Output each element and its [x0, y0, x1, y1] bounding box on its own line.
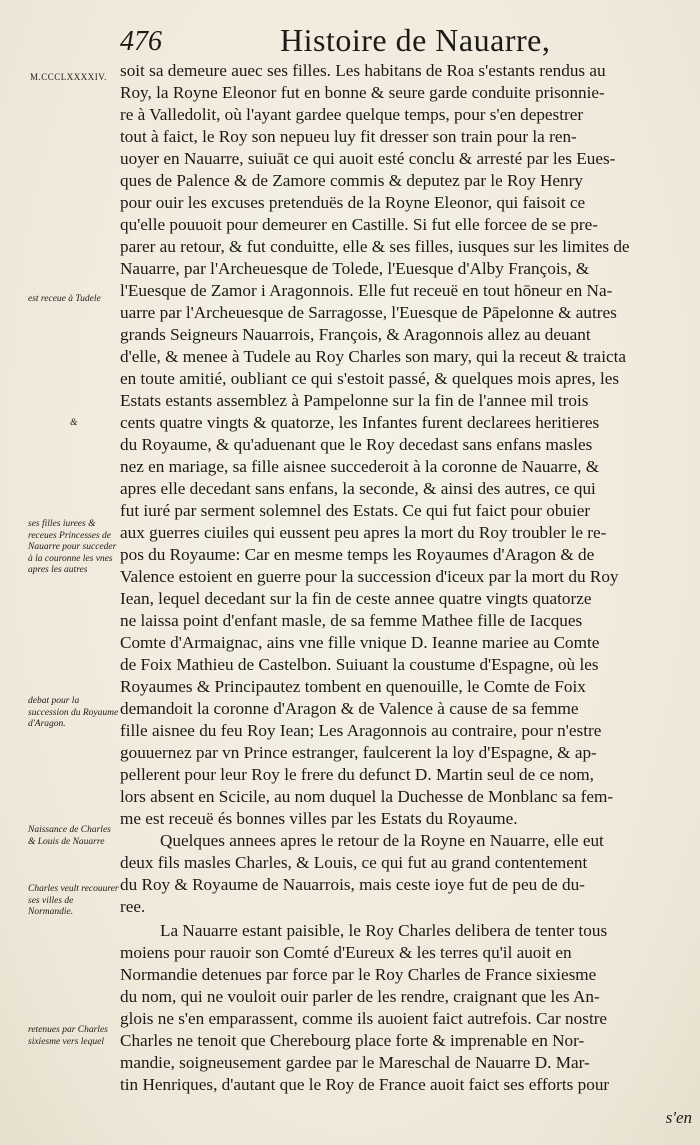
text-line: apres elle decedant sans enfans, la seconde, & ainsi des autres, ce qui: [120, 479, 596, 498]
year-margin-note: M.CCCLXXXXIV.: [30, 72, 107, 82]
text-line: me est receuë és bonnes villes par les Estats du Royaume.: [120, 809, 518, 828]
text-line: nez en mariage, sa fille aisnee succederoit à la coronne de Nauarre, &: [120, 457, 600, 476]
text-line: pellerent pour leur Roy le frere du defunct D. Martin seul de ce nom,: [120, 765, 594, 784]
text-line: demandoit la coronne d'Aragon & de Valence à cause de sa femme: [120, 699, 579, 718]
text-line: du nom, qui ne vouloit ouir parler de les rendre, craignant que les An-: [120, 987, 600, 1006]
text-line: moiens pour rauoir son Comté d'Eureux & les terres qu'il auoit en: [120, 943, 572, 962]
text-line: pos du Royaume: Car en mesme temps les Royaumes d'Aragon & de: [120, 545, 595, 564]
text-line: de Foix Mathieu de Castelbon. Suiuant la coustume d'Espagne, où les: [120, 655, 599, 674]
margin-note: retenues par Charles sixiesme vers lequel: [28, 1025, 108, 1047]
page-header: [120, 22, 690, 62]
text-line: tout à faict, le Roy son nepueu luy fit dresser son train pour la ren-: [120, 127, 577, 146]
text-line: Estats estants assemblez à Pampelonne sur la fin de l'annee mil trois: [120, 391, 589, 410]
text-line: Iean, lequel decedant sur la fin de ceste annee quatre vingts quatorze: [120, 589, 592, 608]
catchword: s'en: [665, 1108, 692, 1127]
text-line: Normandie detenues par force par le Roy Charles de France sixiesme: [120, 965, 597, 984]
margin-note: Charles veult recouurer ses villes de Normandie.: [28, 884, 119, 917]
text-line: du Royaume, & qu'aduenant que le Roy decedast sans enfans masles: [120, 435, 593, 454]
text-line: gouuernez par vn Prince estranger, faulcerent la loy d'Espagne, & ap-: [120, 743, 597, 762]
text-line: du Roy & Royaume de Nauarrois, mais ceste ioye fut de peu de du-: [120, 875, 585, 894]
text-line: Royaumes & Principautez tombent en quenouille, le Comte de Foix: [120, 677, 586, 696]
text-line: Nauarre, par l'Archeuesque de Tolede, l'Euesque d'Alby François, &: [120, 259, 590, 278]
text-line: Comte d'Armaignac, ains vne fille vnique D. Ieanne mariee au Comte: [120, 633, 600, 652]
text-line: grands Seigneurs Nauarrois, François, & Aragonnois allez au deuant: [120, 325, 591, 344]
text-line: parer au retour, & fut conduitte, elle & ses filles, iusques sur les limites de: [120, 237, 630, 256]
margin-note: &: [70, 418, 78, 428]
text-line: pour ouir les excuses pretenduës de la Royne Eleonor, qui faisoit ce: [120, 193, 586, 212]
text-line: Quelques annees apres le retour de la Royne en Nauarre, elle eut: [160, 831, 604, 850]
margin-note: est receue à Tudele: [28, 294, 101, 304]
text-line: fut iuré par serment solemnel des Estats. Ce qui fut faict pour obuier: [120, 501, 591, 520]
text-line: La Nauarre estant paisible, le Roy Charles delibera de tenter tous: [160, 921, 608, 940]
text-line: glois ne s'en emparassent, comme ils auoient faict autrefois. Car nostre: [120, 1009, 608, 1028]
text-line: d'elle, & menee à Tudele au Roy Charles son mary, qui la receut & traicta: [120, 347, 626, 366]
text-line: tin Henriques, d'autant que le Roy de France auoit faict ses efforts pour: [120, 1075, 610, 1094]
margin-note: Naissance de Charles & Louis de Nauarre: [28, 825, 111, 847]
text-line: ne laissa point d'enfant masle, de sa femme Mathee fille de Iacques: [120, 611, 583, 630]
text-line: soit sa demeure auec ses filles. Les habitans de Roa s'estants rendus au: [120, 61, 606, 80]
text-line: uoyer en Nauarre, suiuāt ce qui auoit esté conclu & arresté par les Eues-: [120, 149, 616, 168]
text-line: cents quatre vingts & quatorze, les Infantes furent declarees heritieres: [120, 413, 600, 432]
margin-note: ses filles iurees & receues Princesses de Nauarre pour succeder à la couronne les vnes apres les autres: [28, 519, 117, 575]
text-line: re à Valledolit, où l'ayant gardee quelque temps, pour s'en depestrer: [120, 105, 584, 124]
text-line: Charles ne tenoit que Cherebourg place forte & imprenable en Nor-: [120, 1031, 585, 1050]
text-line: ques de Palence & de Zamore commis & deputez par le Roy Henry: [120, 171, 583, 190]
text-line: lors absent en Scicile, au nom duquel la Duchesse de Monblanc sa fem-: [120, 787, 614, 806]
text-line: mandie, soigneusement gardee par le Mareschal de Nauarre D. Mar-: [120, 1053, 590, 1072]
running-title: Histoire de Nauarre,: [280, 22, 551, 58]
text-line: ree.: [120, 897, 146, 916]
text-line: qu'elle pouuoit pour demeurer en Castille. Si fut elle forcee de se pre-: [120, 215, 598, 234]
text-line: en toute amitié, oubliant ce qui s'estoit passé, & quelques mois apres, les: [120, 369, 620, 388]
text-line: fille aisnee du feu Roy Iean; Les Aragonnois au contraire, pour n'estre: [120, 721, 602, 740]
text-line: uarre par l'Archeuesque de Sarragosse, l'Euesque de Pāpelonne & autres: [120, 303, 617, 322]
text-line: Valence estoient en guerre pour la succession d'iceux par la mort du Roy: [120, 567, 619, 586]
text-line: l'Euesque de Zamor i Aragonnois. Elle fut receuë en tout hōneur en Na-: [120, 281, 613, 300]
text-line: Roy, la Royne Eleonor fut en bonne & seure garde conduite prisonnie-: [120, 83, 605, 102]
text-line: deux fils masles Charles, & Louis, ce qui fut au grand contentement: [120, 853, 588, 872]
margin-note: debat pour la succession du Royaume d'Aragon.: [28, 696, 119, 729]
page-number: 476: [120, 26, 162, 57]
text-line: aux guerres ciuiles qui eussent peu apres la mort du Roy troubler le re-: [120, 523, 607, 542]
